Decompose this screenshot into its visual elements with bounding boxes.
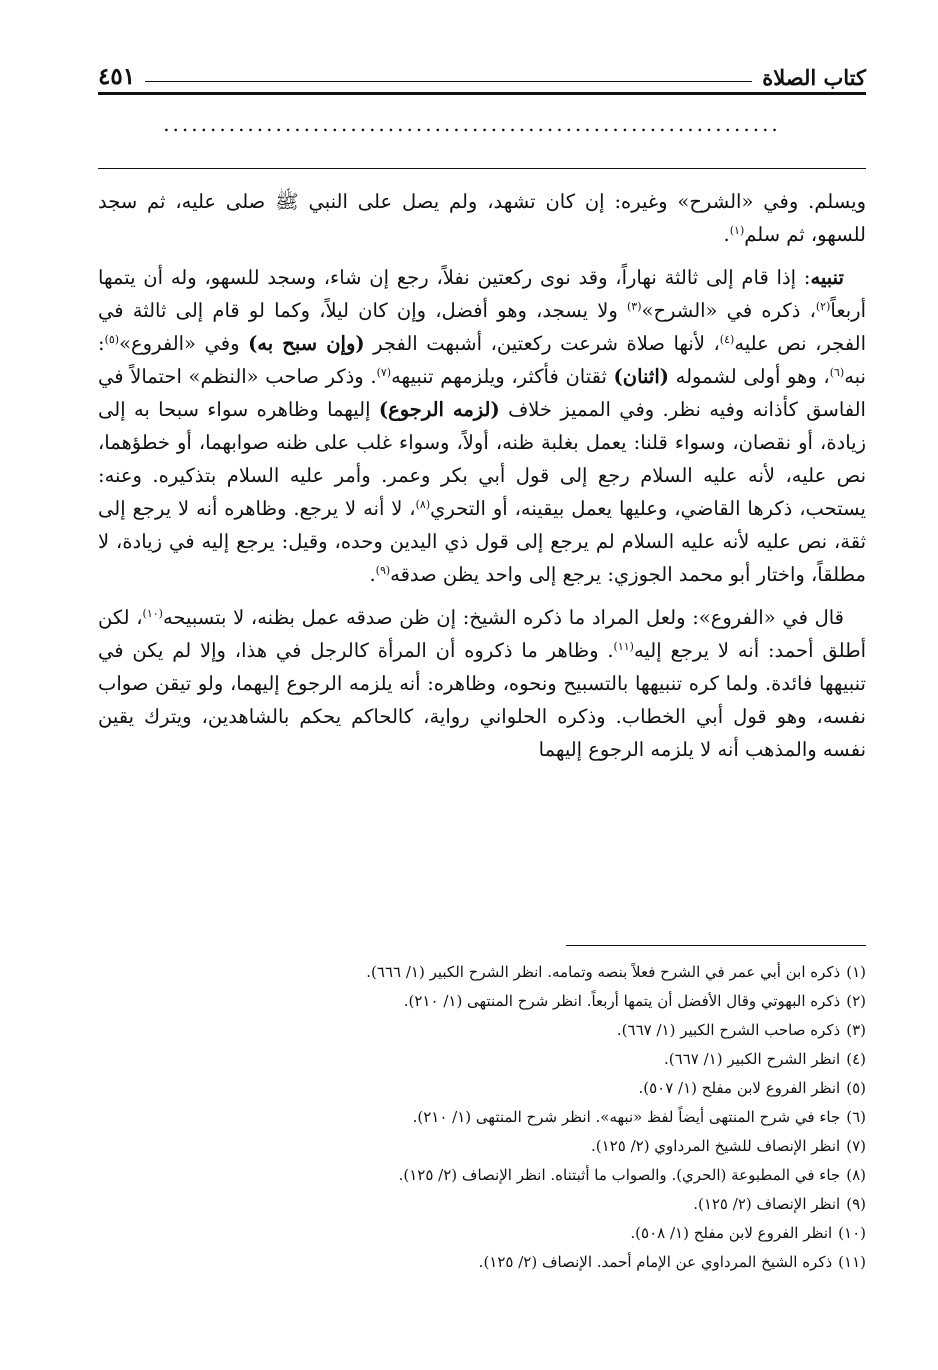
footnote-5: (٥)انظر الفروع لابن مفلح (١/ ٥٠٧). <box>638 1079 866 1097</box>
footnote-ref: (٨) <box>415 498 431 511</box>
footnote-divider <box>566 945 866 946</box>
footnote-6: (٦)جاء في شرح المنتهى أيضاً لفظ «نبهه». انظر شرح المنتهى (١/ ٢١٠). <box>412 1108 866 1126</box>
matn-quote: (اثنان) <box>613 365 669 388</box>
header-divider <box>98 92 866 95</box>
page-number: ٤٥١ <box>98 63 136 90</box>
paragraph-3: قال في «الفروع»: ولعل المراد ما ذكره الشيخ: إن ظن صدقه عمل بظنه، لا بتسبيحه$^{(١٠)}$، لكن أطلق أحمد: أنه لا يرجع إليه$^{(١١)}$. وظاهر ما ذكروه أن المرأة كالرجل في هذا، وإلا لم يكن في تنبيهها فائدة. ولما كره تنبيهها بالتسبيح ونحوه، وظاهره: أنه يلزمه الرجوع إليهما، ولو تيقن صواب نفسه، وهو قول أبي الخطاب. وذكره الحلواني رواية، كالحاكم يحكم بالشاهدين، ويترك يقين نفسه والمذهب أنه لا يلزمه الرجوع إليهما <box>98 606 867 761</box>
footnote-11: (١١)ذكره الشيخ المرداوي عن الإمام أحمد. الإنصاف (٢/ ١٢٥). <box>478 1253 866 1271</box>
footnote-ref: (٤) <box>719 333 735 346</box>
matn-quote: (لزمه الرجوع) <box>378 398 500 421</box>
header-rule <box>145 81 752 82</box>
note-label: تنبيه <box>810 266 844 289</box>
footnote-2: (٢)ذكره البهوتي وقال الأفضل أن يتمها أربعاً. انظر شرح المنتهى (١/ ٢١٠). <box>403 992 866 1010</box>
footnote-4: (٤)انظر الشرح الكبير (١/ ٦٦٧). <box>664 1050 866 1068</box>
main-text <box>98 185 866 776</box>
footnote-ref: (١٠) <box>142 607 163 620</box>
footnote-ref: (١) <box>729 224 745 237</box>
footnote-ref: (٧) <box>376 366 392 379</box>
paragraph-1: ويسلم. وفي «الشرح» وغيره: إن كان تشهد، ولم يصل على النبي ﷺ صلى عليه، ثم سجد للسهو، ثم سلم$^{(١)}$. <box>98 190 866 246</box>
footnote-9: (٩)انظر الإنصاف (٢/ ١٢٥). <box>693 1195 866 1213</box>
footnote-ref: (٢) <box>815 300 831 313</box>
paragraph-2: تنبيه: إذا قام إلى ثالثة نهاراً، وقد نوى ركعتين نفلاً، رجع إن شاء، وسجد للسهو، وله أن يتمها أربعاً$^{(٢)}$، ذكره في «الشرح»$^{(٣)}$ ولا يسجد، وهو أفضل، وإن كان ليلاً، وكما لو قام إلى ثالثة في الفجر، نص عليه$^{(٤)}$، لأنها صلاة شرعت ركعتين، أشبهت الفجر (وإن سبح به) وفي «الفروع»$^{(٥)}$: نبه$^{(٦)}$، وهو أولى لشموله (اثنان) ثقتان فأكثر، ويلزمهم تنبيهه$^{(٧)}$. وذكر صاحب «النظم» احتمالاً في الفاسق كأذانه وفيه نظر. وفي المميز خلاف (لزمه الرجوع) إليهما وظاهره سواء سبحا به إلى زيادة، أو نقصان، وسواء قلنا: يعمل بغلبة ظنه، أولاً، وسواء غلب على ظنه صوابهما، أو خطؤهما، نص عليه، لأنه عليه السلام رجع إلى قول أبي بكر وعمر. وأمر عليه السلام بتذكيره. وعنه: يستحب، ذكرها القاضي، وعليها يعمل بيقينه، أو التحري$^{(٨)}$، لا أنه لا يرجع. وظاهره أنه لا يرجع إلى ثقة، نص عليه لأنه عليه السلام لم يرجع إلى قول ذي اليدين وحده، وقيل: يرجع إليه في زيادة، لا مطلقاً، واختار أبو محمد الجوزي: يرجع إلى واحد يظن صدقه$^{(٩)}$. <box>98 266 866 586</box>
footnote-ref: (٩) <box>375 564 391 577</box>
footnote-ref: (٥) <box>104 333 120 346</box>
footnote-7: (٧)انظر الإنصاف للشيخ المرداوي (٢/ ١٢٥). <box>591 1137 866 1155</box>
footnote-ref: (١١) <box>613 640 634 653</box>
running-header <box>98 50 866 90</box>
footnote-8: (٨)جاء في المطبوعة (الحري). والصواب ما أثبتناه. انظر الإنصاف (٢/ ١٢٥). <box>398 1166 866 1184</box>
footnote-3: (٣)ذكره صاحب الشرح الكبير (١/ ٦٦٧). <box>616 1021 866 1039</box>
dotted-separator: .................................................................. <box>163 112 781 136</box>
text-divider <box>98 168 866 169</box>
footnote-ref: (٣) <box>627 300 642 313</box>
chapter-title: كتاب الصلاة <box>762 65 866 90</box>
footnote-ref: (٦) <box>829 366 845 379</box>
matn-quote: (وإن سبح به) <box>248 332 365 355</box>
footnotes-list <box>98 958 866 1277</box>
footnote-1: (١)ذكره ابن أبي عمر في الشرح فعلاً بنصه وتمامه. انظر الشرح الكبير (١/ ٦٦٦). <box>366 963 866 981</box>
footnote-10: (١٠)انظر الفروع لابن مفلح (١/ ٥٠٨). <box>630 1224 866 1242</box>
